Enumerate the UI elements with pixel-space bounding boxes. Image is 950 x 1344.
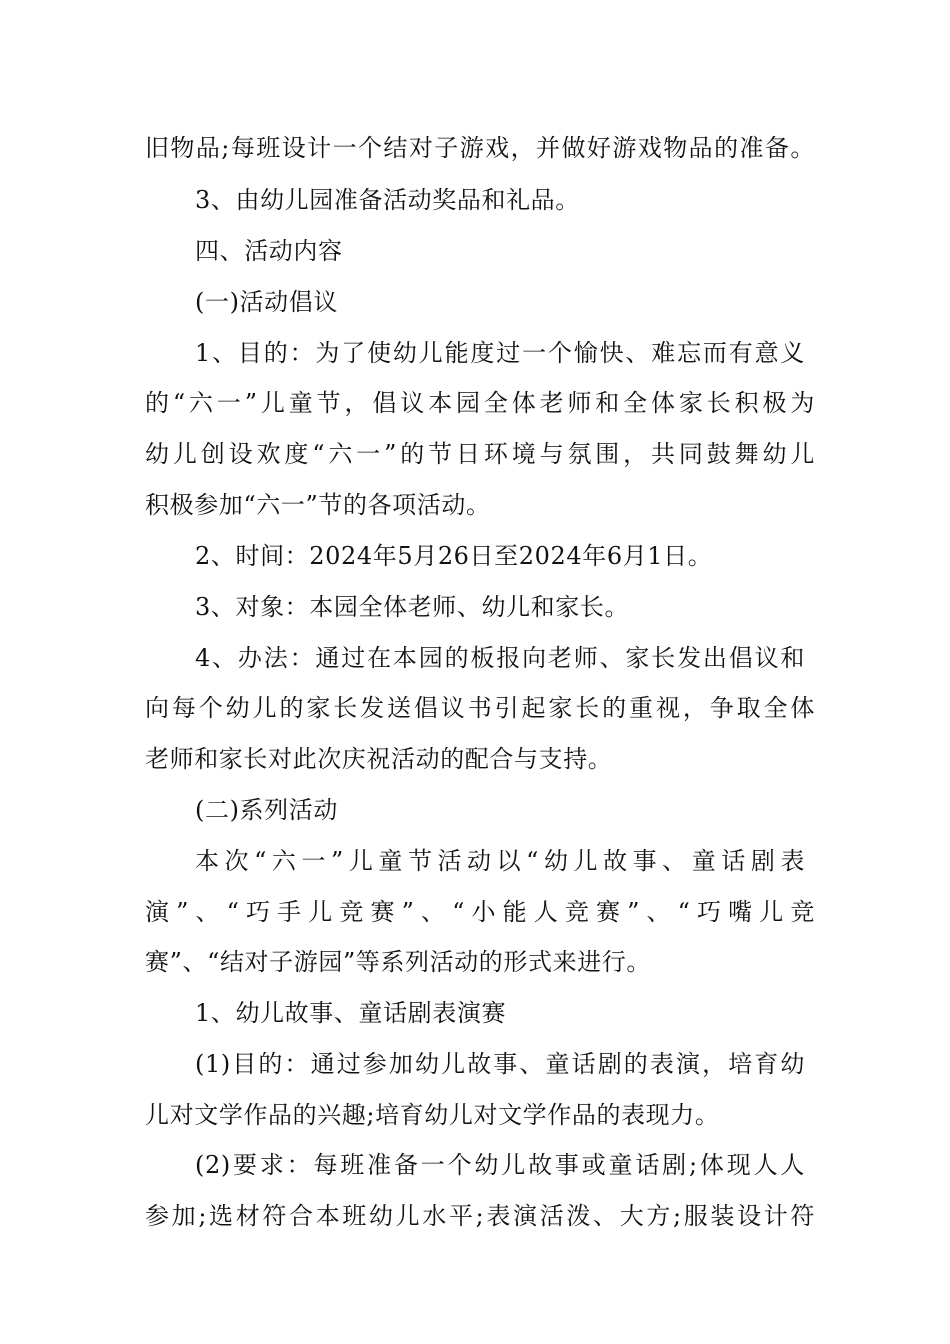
text-line: 3、由幼儿园准备活动奖品和礼品。 <box>195 186 580 214</box>
subsection-heading: (一)活动倡议 <box>195 288 338 316</box>
text-line: 儿对文学作品的兴趣;培育幼儿对文学作品的表现力。 <box>145 1101 720 1129</box>
text-line: 老师和家长对此次庆祝活动的配合与支持。 <box>145 745 613 773</box>
text-line: 赛”、“结对子游园”等系列活动的形式来进行。 <box>145 948 652 976</box>
text-line: 1、目的：为了使幼儿能度过一个愉快、难忘而有意义 <box>195 339 805 367</box>
item-heading: 1、幼儿故事、童话剧表演赛 <box>195 999 507 1027</box>
text-line: 2、时间：2024年5月26日至2024年6月1日。 <box>195 542 713 570</box>
text-line: 旧物品;每班设计一个结对子游戏，并做好游戏物品的准备。 <box>145 134 815 162</box>
text-line: 积极参加“六一”节的各项活动。 <box>145 491 491 519</box>
text-line: (1)目的：通过参加幼儿故事、童话剧的表演，培育幼 <box>195 1050 805 1078</box>
text-line: 3、对象：本园全体老师、幼儿和家长。 <box>195 593 630 621</box>
subsection-heading: (二)系列活动 <box>195 796 338 824</box>
section-heading: 四、活动内容 <box>195 237 343 265</box>
text-line: (2)要求：每班准备一个幼儿故事或童话剧;体现人人 <box>195 1151 805 1179</box>
text-line: 本次“六一”儿童节活动以“幼儿故事、童话剧表 <box>195 847 805 875</box>
text-line: 向每个幼儿的家长发送倡议书引起家长的重视，争取全体 <box>145 694 815 722</box>
text-line: 参加;选材符合本班幼儿水平;表演活泼、大方;服装设计符 <box>145 1202 815 1230</box>
text-line: 幼儿创设欢度“六一”的节日环境与氛围，共同鼓舞幼儿 <box>145 440 815 468</box>
text-line: 的“六一”儿童节，倡议本园全体老师和全体家长积极为 <box>145 389 815 417</box>
text-line: 演”、“巧手儿竞赛”、“小能人竞赛”、“巧嘴儿竞 <box>145 898 815 926</box>
text-line: 4、办法：通过在本园的板报向老师、家长发出倡议和 <box>195 644 805 672</box>
